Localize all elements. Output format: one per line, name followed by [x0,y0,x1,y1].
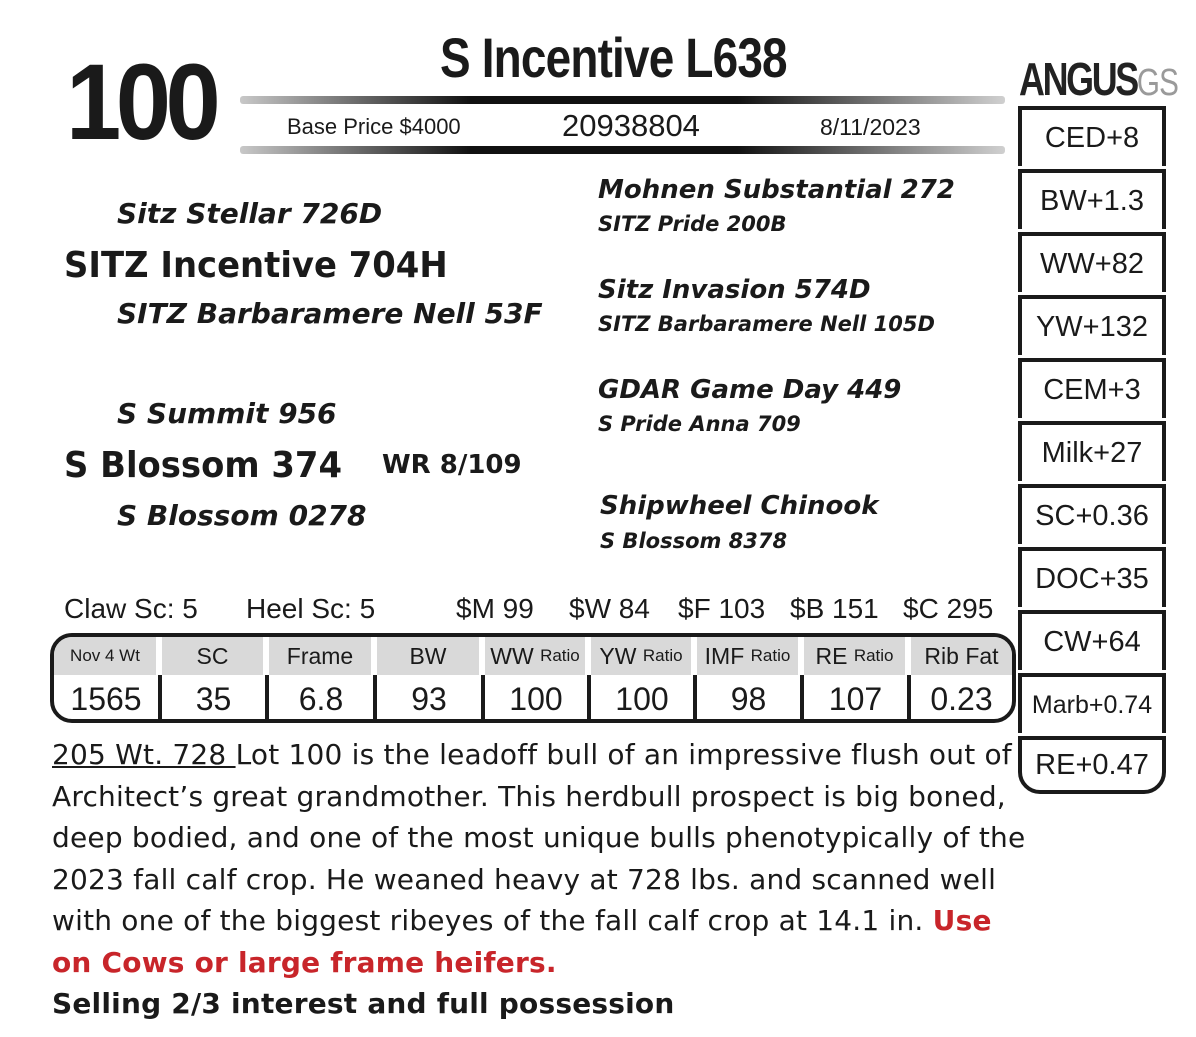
lot-description [52,734,1032,1025]
header-label: IMF [704,642,745,669]
epd-re: RE+0.47 [1018,736,1166,794]
performance-table [50,633,1016,723]
header-suffix: Ratio [540,646,580,665]
lot-number: 100 [66,41,216,162]
pedigree-great-sire-4: Shipwheel Chinook [600,491,879,521]
header-sc [162,637,269,675]
epd-cem: CEM+3 [1018,358,1166,418]
heel-score: Heel Sc: 5 [246,593,376,624]
selling-terms: Selling 2/3 interest and full possession [52,987,675,1020]
header-suffix: Ratio [853,646,894,665]
epd-bw: BW+1.3 [1018,169,1166,229]
claw-score: Claw Sc: 5 [64,593,198,624]
pedigree-great-sire-3: GDAR Game Day 449 [598,375,902,405]
header-rule-bottom [240,146,1005,154]
pedigree-great-dam-4: S Blossom 8378 [600,529,788,553]
index-f: $F 103 [678,593,766,624]
description-body: Lot 100 is the leadoff bull of an impressive flush out of Architect’s great grandmother. This herdbull prospect is big boned, deep bodied, and one of the most unique bulls phenotypically of the 2023 fall calf crop. He weaned heavy at 728 lbs. and scanned well with one of the biggest ribeyes of the fall calf crop at 14.1 in. [52,738,1026,937]
value-imf-ratio: 98 [697,675,804,723]
performance-value-row [54,675,1012,723]
header-ww-ratio [485,637,591,675]
pedigree-great-dam-3: S Pride Anna 709 [598,412,801,436]
dam-weaning-ratio: WR 8/109 [382,450,522,480]
pedigree-great-dam-2: SITZ Barbaramere Nell 105D [598,312,935,336]
performance-header-row [54,637,1012,675]
epd-milk: Milk+27 [1018,421,1166,481]
header-suffix: Ratio [750,646,791,665]
value-nov-wt: 1565 [54,675,162,723]
base-price: Base Price $4000 [287,114,461,139]
header-imf-ratio [697,637,804,675]
header-label: Rib Fat [924,642,999,669]
index-b: $B 151 [790,593,879,624]
epd-ww: WW+82 [1018,232,1166,292]
header-frame [269,637,377,675]
pedigree-great-sire-1: Mohnen Substantial 272 [598,175,955,205]
header-label: SC [196,642,229,669]
animal-name: S Incentive L638 [440,26,787,89]
header-rib-fat [911,637,1012,675]
value-bw: 93 [377,675,485,723]
header-rule-top [240,96,1005,104]
epd-sc: SC+0.36 [1018,484,1166,544]
pedigree-sire-sire: Sitz Stellar 726D [117,197,383,230]
epd-ced: CED+8 [1018,106,1166,166]
index-w: $W 84 [569,593,650,624]
header-nov-wt [54,637,162,675]
header-label: YW [599,642,637,669]
header-suffix: Ratio [642,646,683,665]
epd-marb: Marb+0.74 [1018,673,1166,733]
registration-number: 20938804 [562,108,700,143]
pedigree-dam-sire: S Summit 956 [117,397,337,430]
breed-logo-text: ANGUS [1019,53,1137,105]
pedigree-great-sire-2: Sitz Invasion 574D [598,275,871,305]
pedigree-dam-dam: S Blossom 0278 [117,499,367,532]
header-label: WW [490,642,534,669]
value-sc: 35 [162,675,269,723]
value-yw-ratio: 100 [591,675,697,723]
header-yw-ratio [591,637,697,675]
header-label: BW [409,642,447,669]
header-re-ratio [804,637,911,675]
header-label: Frame [286,642,354,669]
usage-recommendation: Use on Cows or large frame heifers. [52,904,992,979]
pedigree-great-dam-1: SITZ Pride 200B [598,212,787,236]
epd-yw: YW+132 [1018,295,1166,355]
value-rib-fat: 0.23 [930,680,993,717]
value-re-ratio: 107 [804,675,911,723]
weaning-weight-note: 205 Wt. 728 [52,738,236,771]
breed-logo-suffix: GS [1136,62,1179,104]
breed-logo [1019,53,1179,105]
pedigree-sire: SITZ Incentive 704H [64,245,448,286]
epd-cw: CW+64 [1018,610,1166,670]
pedigree-sire-dam: SITZ Barbaramere Nell 53F [117,297,543,330]
index-m: $M 99 [456,593,534,624]
value-ww-ratio: 100 [485,675,591,723]
epd-doc: DOC+35 [1018,547,1166,607]
header-bw [377,637,485,675]
birth-date: 8/11/2023 [820,114,921,140]
pedigree-dam: S Blossom 374 [64,445,343,486]
header-label: RE [815,642,848,669]
header-label: Nov 4 Wt [70,646,140,665]
value-frame: 6.8 [269,675,377,723]
index-c: $C 295 [903,593,994,624]
